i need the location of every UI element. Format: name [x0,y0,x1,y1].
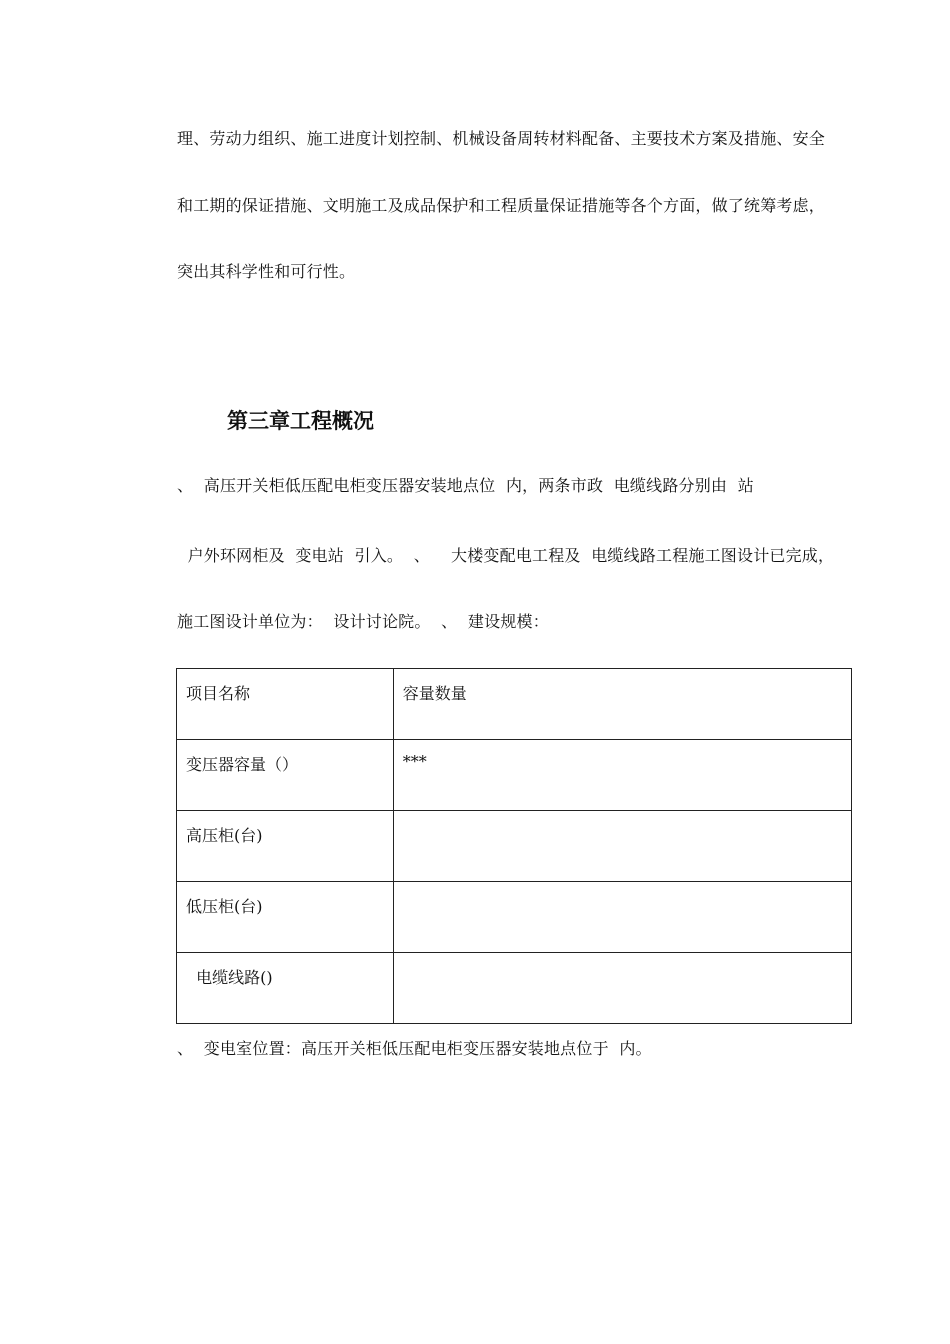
table-cell-value [393,811,851,882]
table-row [177,740,852,811]
table-row [177,882,852,953]
table-cell-value [393,953,851,1024]
table-cell-value: 容量数量 [393,669,851,740]
table-cell-name: 高压柜(台) [177,811,394,882]
table-cell-value [393,882,851,953]
overview-line-3: 施工图设计单位为： 设计讨论院。 、 建设规模： [177,612,549,631]
overview-line-2: 户外环网柜及 变电站 引入。 、 大楼变配电工程及 电缆线路工程施工图设计已完成， [177,546,835,565]
overview-line-1: 、 高压开关柜低压配电柜变压器安装地点位 内，两条市政 电缆线路分别由 站 [177,476,754,495]
table-cell-name: 变压器容量（） [177,740,394,811]
table-cell-value: *** [393,740,851,811]
table-row [177,811,852,882]
chapter-title: 第三章工程概况 [227,409,374,433]
table-cell-name: 低压柜(台) [177,882,394,953]
paragraph-line-1: 理、劳动力组织、施工进度计划控制、机械设备周转材料配备、主要技术方案及措施、安全 [177,129,826,148]
table-row [177,669,852,740]
table-cell-name: 电缆线路() [177,953,394,1024]
table-cell-name: 项目名称 [177,669,394,740]
paragraph-line-3: 突出其科学性和可行性。 [177,262,356,281]
table-row [177,953,852,1024]
paragraph-line-2: 和工期的保证措施、文明施工及成品保护和工程质量保证措施等各个方面，做了统筹考虑， [177,196,826,215]
footer-line: 、 变电室位置：高压开关柜低压配电柜变压器安装地点位于 内。 [177,1039,652,1058]
construction-scale-table [176,668,852,1024]
